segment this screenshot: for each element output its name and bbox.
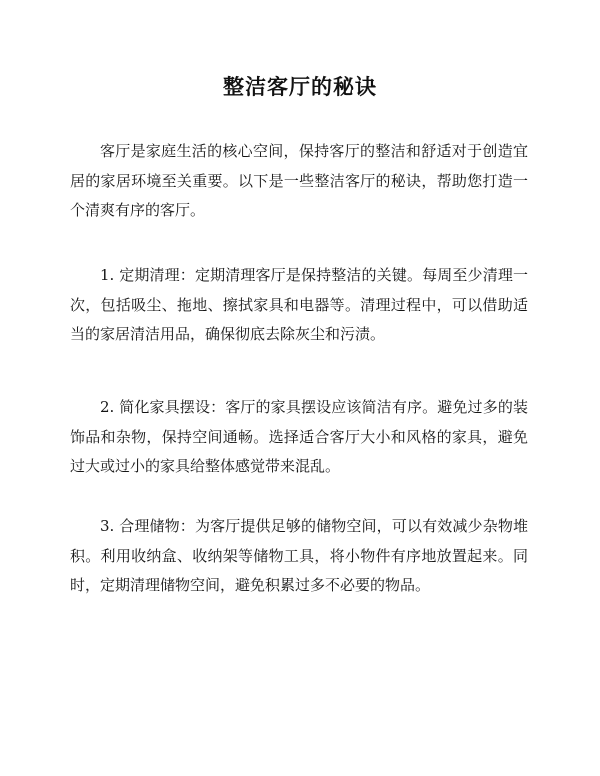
intro-paragraph: 客厅是家庭生活的核心空间，保持客厅的整洁和舒适对于创造宜居的家居环境至关重要。以下是一些整洁客厅的秘诀，帮助您打造一个清爽有序的客厅。 bbox=[70, 142, 528, 219]
tip-paragraph-simplify-furniture: 2. 简化家具摆设：客厅的家具摆设应该简洁有序。避免过多的装饰品和杂物，保持空间通畅。选择适合客厅大小和风格的家具，避免过大或过小的家具给整体感觉带来混乱。 bbox=[70, 398, 528, 475]
page-title: 整洁客厅的秘诀 bbox=[223, 75, 377, 99]
tip-paragraph-storage: 3. 合理储物：为客厅提供足够的储物空间，可以有效减少杂物堆积。利用收纳盒、收纳架等储物工具，将小物件有序地放置起来。同时，定期清理储物空间，避免积累过多不必要的物品。 bbox=[70, 517, 528, 594]
tip-paragraph-regular-cleaning: 1. 定期清理：定期清理客厅是保持整洁的关键。每周至少清理一次，包括吸尘、拖地、擦拭家具和电器等。清理过程中，可以借助适当的家居清洁用品，确保彻底去除灰尘和污渍。 bbox=[70, 266, 528, 343]
